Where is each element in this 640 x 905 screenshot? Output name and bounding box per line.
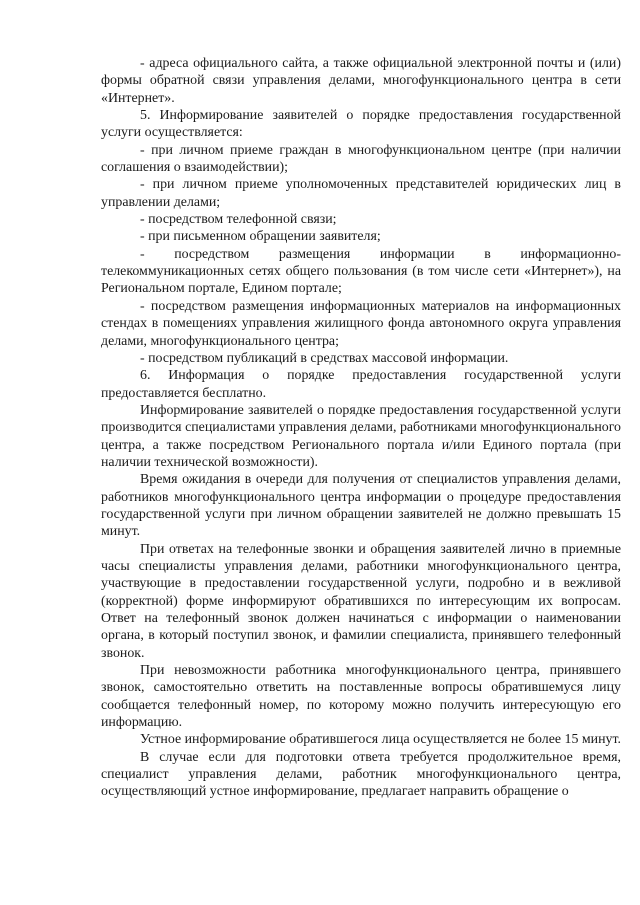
paragraph-mass-media: - посредством публикаций в средствах массовой информации. — [140, 350, 509, 366]
paragraph-item-6: 6. Информация о порядке предоставления государственной услуги предоставляется бесплатно. — [101, 368, 621, 401]
paragraph-oral-duration: Устное информирование обратившегося лица осуществляется не более 15 минут. — [140, 732, 621, 748]
paragraph-website-address: - адреса официального сайта, а также официальной электронной почты и (или) формы обратной связи управления делами, многофункционального центра в сети «Интернет». — [101, 56, 621, 106]
paragraph-long-answer: В случае если для подготовки ответа требуется продолжительное время, специалист управления делами, работник многофункционального центра, осуществляющий устное информирование, предлагает направить обращение о — [101, 749, 621, 800]
paragraph-written-request: - при письменном обращении заявителя; — [140, 229, 381, 245]
paragraph-internet-placement: - посредством размещения информации в информационно-телекоммуникационных сетях общего пользования (в том числе сети «Интернет»), на Региональном портале, Едином портале; — [101, 246, 621, 297]
paragraph-informing-specialists: Информирование заявителей о порядке предоставления государственной услуги производится специалистами управления делами, работниками многофункционального центра, а также посредством Регионального портала и/или Единого портала (при наличии технической возможности). — [101, 402, 621, 470]
paragraph-phone-answers: При ответах на телефонные звонки и обращения заявителей лично в приемные часы специалисты управления делами, работники многофункционального центра, участвующие в предоставлении государственной услуги, подробно и в вежливой (корректной) форме информируют обратившихся по интересующим их вопросам. Ответ на телефонный звонок должен начинаться с информации о наименовании органа, в который поступил звонок, и фамилии специалиста, принявшего телефонный звонок. — [101, 541, 621, 661]
paragraph-personal-reception-mfc: - при личном приеме граждан в многофункциональном центре (при наличии соглашения о взаимодействии); — [101, 142, 621, 176]
document-page — [101, 55, 621, 801]
paragraph-info-stands: - посредством размещения информационных материалов на информационных стендах в помещениях управления жилищного фонда автономного округа управления делами, многофункционального центра; — [101, 298, 621, 349]
paragraph-item-5-intro: 5. Информирование заявителей о порядке предоставления государственной услуги осуществляется: — [101, 108, 621, 141]
paragraph-personal-reception-legal: - при личном приеме уполномоченных представителей юридических лиц в управлении делами; — [101, 177, 621, 210]
paragraph-waiting-time: Время ожидания в очереди для получения от специалистов управления делами, работников многофункционального центра информации о процедуре предоставления государственной услуги при личном обращении заявителей не должно превышать 15 минут. — [101, 472, 621, 540]
paragraph-phone: - посредством телефонной связи; — [140, 212, 337, 228]
paragraph-unable-to-answer: При невозможности работника многофункционального центра, принявшего звонок, самостоятельно ответить на поставленные вопросы обратившемуся лицу сообщается телефонный номер, по которому можно получить интересующую его информацию. — [101, 663, 621, 731]
